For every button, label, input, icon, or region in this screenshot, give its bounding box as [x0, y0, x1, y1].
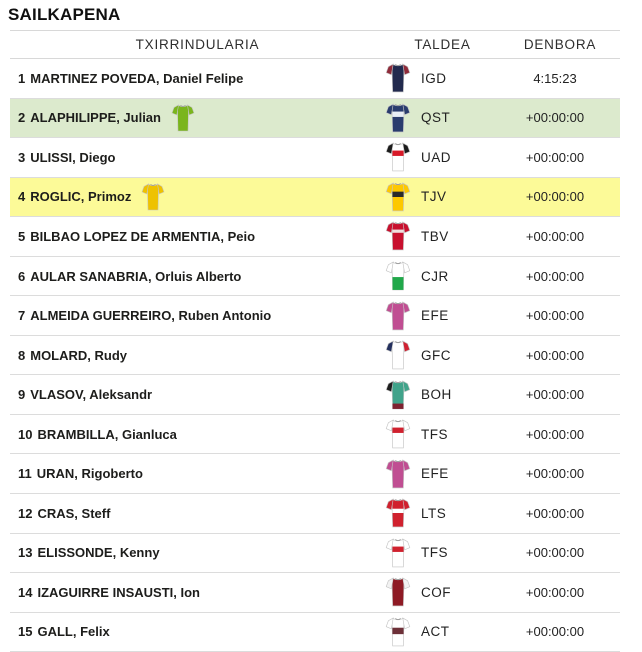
rider-row	[10, 573, 620, 613]
rider-name: BILBAO LOPEZ DE ARMENTIA, Peio	[30, 228, 256, 244]
rider-name: ELISSONDE, Kenny	[37, 545, 160, 561]
rider-name: VLASOV, Aleksandr	[30, 387, 153, 403]
team-code: LTS	[421, 505, 447, 521]
rider-name: AULAR SANABRIA, Orluis Alberto	[30, 268, 242, 284]
team-jersey-icon	[375, 340, 421, 370]
column-header-time: DENBORA	[523, 37, 597, 52]
time-value: +00:00:00	[525, 505, 585, 521]
rider-rank: 8	[18, 347, 26, 363]
rider-row	[10, 99, 620, 139]
team-jersey-icon	[375, 63, 421, 93]
time-value: +00:00:00	[525, 228, 585, 244]
time-value: +00:00:00	[525, 347, 585, 363]
rider-cell	[10, 71, 375, 86]
rider-cell	[10, 229, 375, 244]
column-header-rider: TXIRRINDULARIA	[135, 37, 260, 52]
time-value: +00:00:00	[525, 624, 585, 640]
team-jersey-icon	[375, 301, 421, 331]
rider-rank: 1	[18, 70, 26, 86]
column-header-team: TALDEA	[414, 37, 471, 52]
yellow-jersey-icon	[141, 183, 165, 211]
rider-rank: 12	[18, 505, 33, 521]
rider-row	[10, 613, 620, 652]
time-value: +00:00:00	[525, 426, 585, 442]
team-code: TJV	[421, 189, 447, 205]
rider-row	[10, 217, 620, 257]
rider-name: MARTINEZ POVEDA, Daniel Felipe	[30, 70, 244, 86]
rider-cell	[10, 624, 375, 639]
green-jersey-icon	[171, 104, 195, 132]
time-value: +00:00:00	[525, 308, 585, 324]
time-value: +00:00:00	[525, 110, 585, 126]
team-jersey-icon	[375, 261, 421, 291]
rider-rank: 4	[18, 189, 26, 205]
team-code: TBV	[421, 228, 449, 244]
time-value: +00:00:00	[525, 387, 585, 403]
rider-name: MOLARD, Rudy	[30, 347, 128, 363]
team-jersey-icon	[375, 380, 421, 410]
team-code: EFE	[421, 466, 449, 482]
time-value: +00:00:00	[525, 189, 585, 205]
rider-name: ROGLIC, Primoz	[30, 189, 132, 205]
rider-cell	[10, 150, 375, 165]
team-jersey-icon	[375, 538, 421, 568]
time-value: +00:00:00	[525, 149, 585, 165]
rider-row	[10, 415, 620, 455]
time-value: +00:00:00	[525, 268, 585, 284]
team-code: TFS	[421, 545, 448, 561]
rider-cell	[10, 466, 375, 481]
rider-row	[10, 59, 620, 99]
time-value: +00:00:00	[525, 545, 585, 561]
table-header-row	[10, 30, 620, 59]
rider-name: BRAMBILLA, Gianluca	[37, 426, 177, 442]
rider-cell	[10, 104, 375, 132]
rider-cell	[10, 585, 375, 600]
rider-rank: 11	[18, 466, 32, 482]
rider-row	[10, 178, 620, 218]
rider-rank: 14	[18, 584, 33, 600]
rider-name: ALMEIDA GUERREIRO, Ruben Antonio	[30, 308, 272, 324]
page-title: SAILKAPENA	[8, 5, 121, 24]
rider-cell	[10, 348, 375, 363]
rider-row	[10, 257, 620, 297]
team-code: QST	[421, 110, 451, 126]
rider-rank: 15	[18, 624, 33, 640]
rider-name: GALL, Felix	[37, 624, 110, 640]
rider-row	[10, 375, 620, 415]
rider-name: IZAGUIRRE INSAUSTI, Ion	[37, 584, 200, 600]
table-body	[10, 59, 620, 652]
rider-name: ALAPHILIPPE, Julian	[30, 110, 161, 126]
team-jersey-icon	[375, 498, 421, 528]
rider-cell	[10, 545, 375, 560]
team-jersey-icon	[375, 221, 421, 251]
rider-row	[10, 454, 620, 494]
team-jersey-icon	[375, 182, 421, 212]
rider-cell	[10, 427, 375, 442]
team-code: GFC	[421, 347, 451, 363]
rider-rank: 9	[18, 387, 26, 403]
team-code: ACT	[421, 624, 450, 640]
rider-row	[10, 138, 620, 178]
rider-row	[10, 296, 620, 336]
rider-name: CRAS, Steff	[37, 505, 111, 521]
rider-cell	[10, 183, 375, 211]
standings-table	[10, 30, 620, 652]
rider-row	[10, 336, 620, 376]
rider-row	[10, 534, 620, 574]
rider-cell	[10, 506, 375, 521]
time-value: +00:00:00	[525, 466, 585, 482]
rider-name: URAN, Rigoberto	[36, 466, 143, 482]
rider-cell	[10, 269, 375, 284]
team-code: CJR	[421, 268, 449, 284]
team-jersey-icon	[375, 103, 421, 133]
team-jersey-icon	[375, 459, 421, 489]
team-jersey-icon	[375, 577, 421, 607]
rider-cell	[10, 308, 375, 323]
team-code: IGD	[421, 70, 447, 86]
team-code: EFE	[421, 308, 449, 324]
time-value: 4:15:23	[533, 70, 577, 86]
rider-rank: 2	[18, 110, 26, 126]
rider-cell	[10, 387, 375, 402]
rider-row	[10, 494, 620, 534]
team-jersey-icon	[375, 142, 421, 172]
rider-rank: 5	[18, 228, 26, 244]
rider-rank: 6	[18, 268, 26, 284]
team-jersey-icon	[375, 617, 421, 647]
team-jersey-icon	[375, 419, 421, 449]
rider-rank: 13	[18, 545, 33, 561]
team-code: UAD	[421, 149, 452, 165]
rider-name: ULISSI, Diego	[30, 149, 116, 165]
team-code: COF	[421, 584, 451, 600]
team-code: BOH	[421, 387, 452, 403]
rider-rank: 3	[18, 149, 26, 165]
rider-rank: 10	[18, 426, 33, 442]
rider-rank: 7	[18, 308, 26, 324]
time-value: +00:00:00	[525, 584, 585, 600]
team-code: TFS	[421, 426, 448, 442]
